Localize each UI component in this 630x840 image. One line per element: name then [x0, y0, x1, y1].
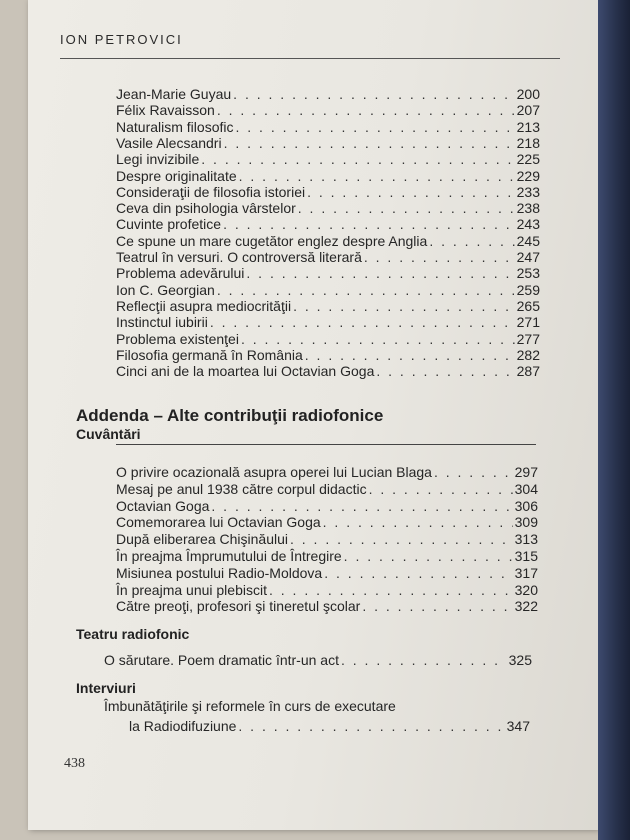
leader-dots: [429, 233, 514, 249]
toc-entry-page: 277: [516, 330, 540, 347]
leader-dots: [223, 216, 515, 232]
leader-dots: [217, 102, 515, 118]
toc-entry: [116, 216, 540, 232]
toc-entry-page: 347: [506, 718, 530, 734]
leader-dots: [369, 481, 513, 497]
book-cover-edge: [598, 0, 630, 840]
toc-entry-title: Octavian Goga: [116, 497, 210, 514]
toc-entry-title: Cuvinte profetice: [116, 216, 222, 233]
toc-entry-page: 313: [514, 531, 538, 548]
toc-entry: [116, 314, 540, 330]
toc-entry: [116, 582, 538, 598]
leader-dots: [364, 249, 515, 265]
section-rule: [116, 444, 536, 445]
toc-entry-title: După eliberarea Chişinăului: [116, 531, 288, 548]
toc-entry-page: 213: [516, 118, 540, 135]
toc-entry-title: Comemorarea lui Octavian Goga: [116, 514, 321, 531]
toc-entry-title: Ion C. Georgian: [116, 281, 215, 298]
toc-entry-title: Jean-Marie Guyau: [116, 86, 232, 102]
toc-entry-page: 309: [514, 514, 538, 531]
leader-dots: [217, 282, 515, 298]
toc-entry: [116, 233, 540, 249]
toc-entry-page: 265: [516, 297, 540, 314]
toc-entry: [116, 86, 540, 102]
toc-entry-title: Filosofia germană în România: [116, 346, 303, 363]
toc-entry-title: Consideraţii de filosofia istoriei: [116, 183, 306, 200]
toc-entry: [116, 249, 540, 265]
toc-entry-title: la Radiodifuziune: [129, 718, 237, 734]
toc-entry-page: 243: [516, 216, 540, 233]
leader-dots: [238, 718, 504, 734]
toc-entry: [116, 298, 540, 314]
toc-entry-page: 233: [516, 183, 540, 200]
leader-dots: [344, 548, 513, 564]
toc-entry: [116, 548, 538, 564]
toc-entry-page: 229: [516, 167, 540, 184]
toc-entry-page: 322: [514, 598, 538, 615]
toc-entry-title: În preajma Împrumutului de Întregire: [116, 548, 342, 564]
toc-entry: [116, 184, 540, 200]
toc-entry-title: Cinci ani de la moartea lui Octavian Goga: [116, 363, 375, 380]
toc-entry: [116, 565, 538, 581]
toc-entry-page: 325: [508, 652, 532, 668]
toc-entry-page: 200: [516, 86, 540, 102]
toc-entry: [116, 498, 538, 514]
toc-entry-title: Despre originalitate: [116, 167, 237, 184]
toc-entry-title: Ceva din psihologia vârstelor: [116, 200, 296, 217]
leader-dots: [224, 135, 515, 151]
toc-entry-title: Problema existenţei: [116, 330, 239, 347]
toc-entry-page: 320: [514, 581, 538, 598]
leader-dots: [290, 531, 513, 547]
leader-dots: [307, 184, 515, 200]
toc-entry-page: 315: [514, 548, 538, 564]
toc-entry-title: O privire ocazională asupra operei lui Lucian Blaga: [116, 464, 432, 480]
toc-entry-title: Misiunea postului Radio-Moldova: [116, 564, 323, 581]
toc-entry-page: 282: [516, 346, 540, 363]
toc-entry: [116, 464, 538, 480]
toc-entry-page: 317: [514, 564, 538, 581]
leader-dots: [233, 86, 514, 102]
toc-entry-title: Către preoţi, profesori şi tineretul şcolar: [116, 598, 361, 615]
toc-entry-title: Reflecţii asupra mediocrităţii: [116, 297, 292, 314]
toc-entry-title: Instinctul iubirii: [116, 314, 208, 331]
toc-entry: [116, 168, 540, 184]
page-number: 438: [64, 756, 85, 771]
toc-entry-title: Naturalism filosofic: [116, 118, 234, 135]
leader-dots: [434, 464, 513, 480]
leader-dots: [323, 514, 513, 530]
toc-entry: [116, 347, 540, 363]
running-header: ION PETROVICI: [60, 32, 183, 47]
toc-entry: [116, 151, 540, 167]
toc-entry: [116, 531, 538, 547]
toc-entry-title: În preajma unui plebiscit: [116, 581, 267, 598]
toc-entry: [116, 102, 540, 118]
leader-dots: [362, 598, 512, 614]
header-rule: [60, 58, 560, 59]
toc-entry: [129, 718, 530, 734]
toc-entry-page: 304: [514, 480, 538, 497]
interviuri-heading: Interviuri: [76, 680, 136, 696]
leader-dots: [235, 119, 514, 135]
toc-entry-title: Félix Ravaisson: [116, 102, 215, 119]
toc-entry-title: Problema adevărului: [116, 265, 245, 282]
toc-entry: [116, 200, 540, 216]
leader-dots: [239, 168, 515, 184]
toc-entry: [116, 119, 540, 135]
leader-dots: [298, 200, 515, 216]
leader-dots: [210, 314, 515, 330]
toc-entry-title: Vasile Alecsandri: [116, 134, 222, 151]
leader-dots: [324, 565, 512, 581]
leader-dots: [269, 582, 513, 598]
toc-entry-page: 245: [516, 232, 540, 249]
leader-dots: [246, 265, 514, 281]
toc-entry-page: 271: [516, 314, 540, 331]
toc-entry-page: 259: [516, 281, 540, 298]
leader-dots: [305, 347, 515, 363]
toc-entry: [116, 282, 540, 298]
toc-entry: [116, 265, 540, 281]
toc-entry: [116, 598, 538, 614]
toc-entry-title: Teatrul în versuri. O controversă literară: [116, 249, 362, 265]
leader-dots: [211, 498, 512, 514]
addenda-heading: Addenda – Alte contribuţii radiofonice: [76, 406, 384, 425]
toc-entry-title: Ce spune un mare cugetător englez despre Anglia: [116, 232, 428, 249]
leader-dots: [376, 363, 514, 379]
toc-entry: [116, 135, 540, 151]
cuvantari-subheading: Cuvântări: [76, 426, 141, 442]
toc-entry-page: 238: [516, 200, 540, 217]
toc-entry: [104, 652, 532, 668]
toc-entry-page: 225: [516, 151, 540, 168]
toc-entry: [116, 481, 538, 497]
interview-title-line: Îmbunătăţirile şi reformele în curs de executare: [104, 698, 396, 714]
toc-entry: [116, 363, 540, 379]
toc-entry-page: 218: [516, 134, 540, 151]
leader-dots: [293, 298, 515, 314]
teatru-heading: Teatru radiofonic: [76, 626, 190, 642]
leader-dots: [341, 652, 507, 668]
toc-entry-page: 297: [514, 464, 538, 480]
toc-entry: [116, 514, 538, 530]
leader-dots: [201, 151, 514, 167]
toc-entry-title: Legi invizibile: [116, 151, 200, 168]
toc-entry-title: Mesaj pe anul 1938 către corpul didactic: [116, 480, 367, 497]
toc-entry-page: 253: [516, 265, 540, 282]
toc-entry-title: O sărutare. Poem dramatic într-un act: [104, 652, 339, 668]
toc-entry: [116, 331, 540, 347]
leader-dots: [241, 331, 515, 347]
toc-entry-page: 247: [516, 249, 540, 265]
toc-entry-page: 287: [516, 363, 540, 380]
toc-entry-page: 306: [514, 497, 538, 514]
toc-entry-page: 207: [516, 102, 540, 119]
